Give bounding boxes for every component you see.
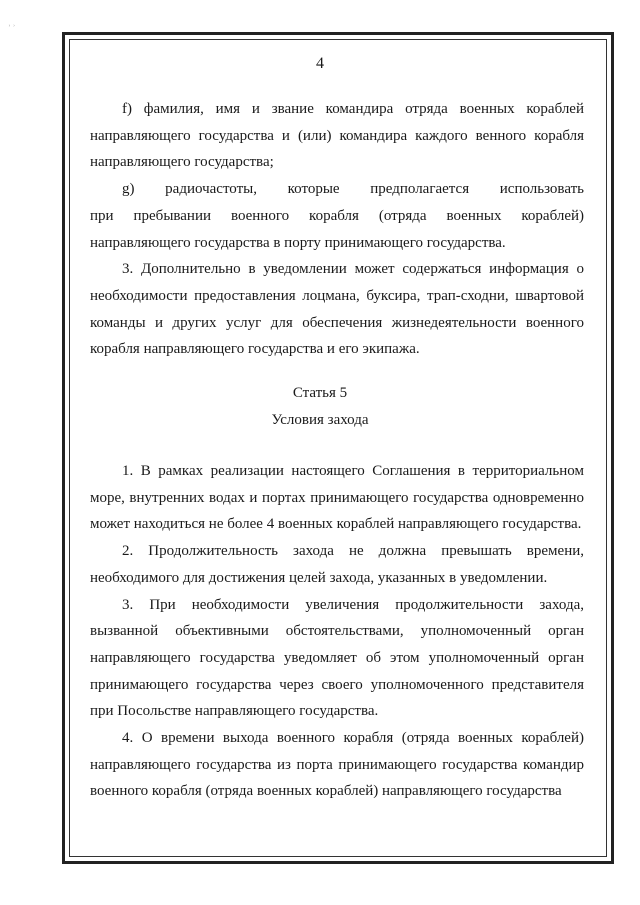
article-5-section (90, 458, 584, 805)
item-g-line2: при пребывании военного корабля (отряда военных кораблей) (90, 207, 584, 224)
page-number: 4 (316, 55, 324, 72)
article-5-para-3: 3. При необходимости увеличения продолжительности захода, вызванной объективными обстоятельствами, уполномоченный орган направляющего государства уведомляет об этом уполномоченный орган принимающего государства через своего уполномоченного представителя при Посольстве направляющего государства. (90, 596, 584, 720)
item-g-line1: g) радиочастоты, которые предполагается использовать (122, 181, 584, 198)
article-5-para-4: 4. О времени выхода военного корабля (отряда военных кораблей) направляющего государства из порта принимающего государства командир военного корабля (отряда военных кораблей) направляющего государства (90, 730, 584, 800)
scan-artifact: ʾ ʾ (8, 24, 16, 33)
article-5-para-2: 2. Продолжительность захода не должна превышать времени, необходимого для достижения целей захода, указанных в уведомлении. (90, 543, 584, 586)
article-title: Статья 5 (292, 385, 348, 401)
article-subtitle: Условия захода (271, 412, 369, 428)
article-5-para-1: 1. В рамках реализации настоящего Соглашения в территориальном море, внутренних водах и портах принимающего государства одновременно может находиться не более 4 военных кораблей направляющего государства. (90, 463, 584, 533)
item-g-line3: направляющего государства в порту принимающего государства. (90, 234, 506, 251)
item-3: 3. Дополнительно в уведомлении может содержаться информация о необходимости предоставления лоцмана, буксира, трап-сходни, швартовой команды и других услуг для обеспечения жизнедеятельности военного корабля направляющего государства и его экипажа. (90, 261, 584, 358)
top-section (90, 96, 584, 363)
item-f: f) фамилия, имя и звание командира отряда военных кораблей направляющего государства и (или) командира каждого венного корабля направляющего государства; (90, 101, 584, 171)
